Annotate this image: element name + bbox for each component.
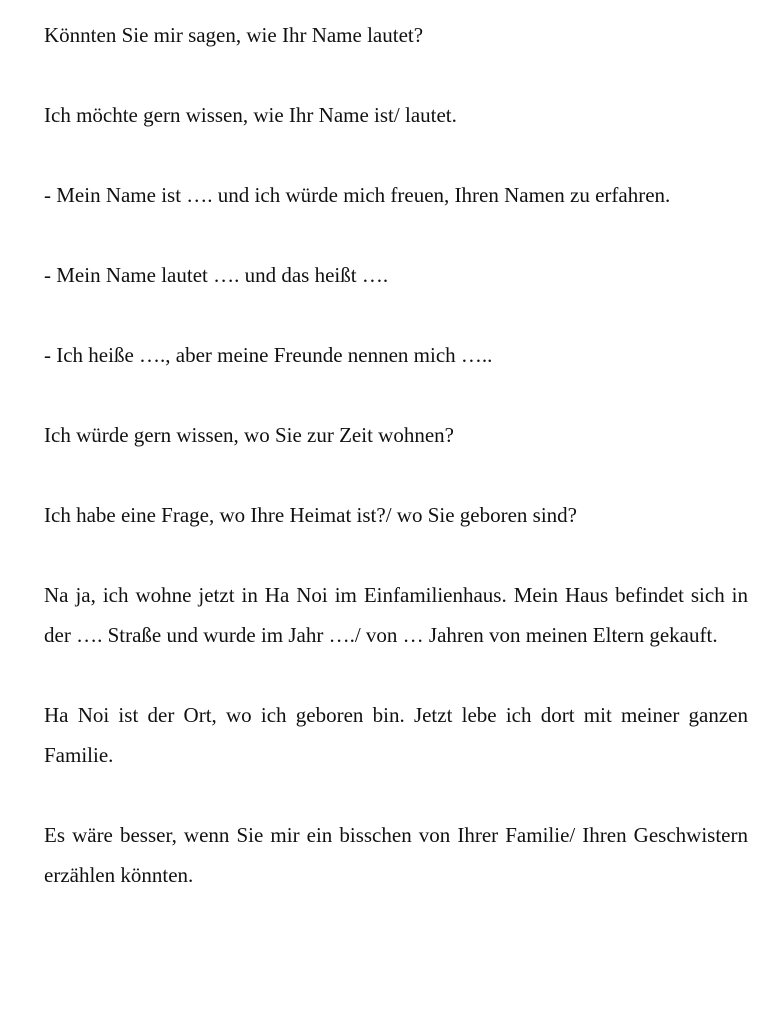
question-residence: Ich würde gern wissen, wo Sie zur Zeit wohnen?	[44, 423, 454, 447]
question-name-alt: Ich möchte gern wissen, wie Ihr Name ist/ lautet.	[44, 103, 457, 127]
question-hometown: Ich habe eine Frage, wo Ihre Heimat ist?/ wo Sie geboren sind?	[44, 503, 577, 527]
answer-name-2: - Mein Name lautet …. und das heißt ….	[44, 263, 389, 287]
question-family: Es wäre besser, wenn Sie mir ein bisschen von Ihrer Familie/ Ihren Geschwistern erzählen könnten.	[44, 823, 748, 887]
answer-name-3: - Ich heiße …., aber meine Freunde nennen mich …..	[44, 343, 493, 367]
answer-hometown: Ha Noi ist der Ort, wo ich geboren bin. Jetzt lebe ich dort mit meiner ganzen Familie.	[44, 703, 748, 767]
answer-name-1: - Mein Name ist …. und ich würde mich freuen, Ihren Namen zu erfahren.	[44, 183, 671, 207]
answer-residence: Na ja, ich wohne jetzt in Ha Noi im Einfamilienhaus. Mein Haus befindet sich in der …. Straße und wurde im Jahr …./ von … Jahren von meinen Eltern gekauft.	[44, 583, 748, 647]
question-name: Könnten Sie mir sagen, wie Ihr Name lautet?	[44, 23, 424, 47]
